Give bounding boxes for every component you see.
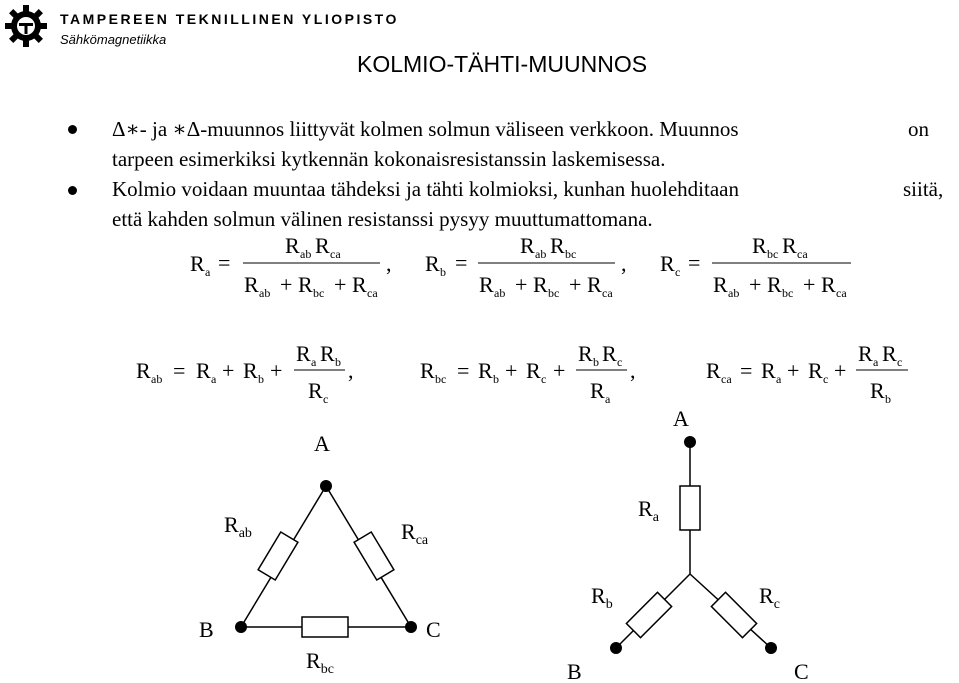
svg-text:c: c [823,372,829,386]
svg-text:=: = [218,250,231,275]
svg-text:,: , [386,251,392,276]
svg-text:R: R [308,378,323,403]
svg-text:R: R [550,233,565,258]
formula-rb [425,233,627,300]
svg-text:b: b [593,355,599,369]
bullet-1-line-1: Δ∗- ja ∗Δ-muunnos liittyvät kolmen solmun väliseen verkkoon. Muunnos [112,117,739,141]
svg-text:ca: ca [602,286,613,300]
svg-text:a: a [311,355,317,369]
resistor-rca [354,532,394,580]
svg-text:ab: ab [535,247,547,261]
svg-text:+: + [515,272,528,297]
resistor-rbc [302,617,348,637]
svg-text:R: R [882,341,897,366]
svg-text:c: c [897,355,903,369]
svg-text:R: R [352,272,367,297]
svg-text:+: + [505,358,518,383]
svg-text:R: R [136,358,151,383]
svg-text:R: R [660,251,675,276]
formula-rab [136,341,354,406]
svg-text:R: R [190,251,205,276]
svg-text:bc: bc [548,286,560,300]
svg-text:R: R [298,272,313,297]
svg-text:+: + [834,358,847,383]
triangle-node-c: C [426,617,441,642]
svg-text:R: R [870,378,885,403]
svg-text:R: R [479,272,494,297]
star-node-b-dot [610,642,622,654]
svg-text:R: R [533,272,548,297]
svg-text:+: + [569,272,582,297]
svg-text:R: R [858,341,873,366]
svg-text:a: a [776,372,782,386]
svg-text:R: R [602,341,617,366]
resistor-rc [711,592,756,637]
svg-text:a: a [205,265,211,279]
svg-text:R: R [196,358,211,383]
department-name: Sähkömagnetiikka [60,32,167,47]
svg-text:b: b [335,355,341,369]
svg-text:ab: ab [259,286,271,300]
svg-text:,: , [621,251,627,276]
svg-text:ca: ca [367,286,378,300]
svg-text:R: R [478,358,493,383]
star-node-b: B [567,659,582,683]
svg-text:b: b [258,372,264,386]
svg-text:R: R [244,272,259,297]
svg-text:c: c [541,372,547,386]
bullet-2-line-2: että kahden solmun välinen resistanssi pysyy muuttumattomana. [112,207,653,231]
svg-text:c: c [323,392,329,406]
svg-text:R: R [520,233,535,258]
svg-text:=: = [688,250,701,275]
svg-text:R: R [243,358,258,383]
svg-text:+: + [334,272,347,297]
label-rc: $R_c$ [759,583,780,612]
svg-text:R: R [425,251,440,276]
svg-text:R: R [296,341,311,366]
svg-text:=: = [173,358,186,383]
formula-rc [660,233,851,300]
svg-text:+: + [270,358,283,383]
svg-text:R: R [782,233,797,258]
svg-text:ca: ca [797,247,808,261]
svg-text:R: R [821,272,836,297]
svg-text:R: R [315,233,330,258]
star-diagram [616,442,771,648]
svg-text:R: R [752,233,767,258]
svg-text:,: , [348,358,354,383]
svg-text:R: R [761,358,776,383]
bullet-1-line-1-end: on [908,117,929,141]
svg-text:ab: ab [728,286,740,300]
bullet-1-line-2: tarpeen esimerkiksi kytkennän kokonaisresistanssin laskemisessa. [112,147,666,171]
svg-text:R: R [285,233,300,258]
svg-text:ab: ab [494,286,506,300]
resistor-rb [626,592,671,637]
svg-text:a: a [605,392,611,406]
svg-text:ca: ca [836,286,847,300]
triangle-diagram [241,486,411,637]
svg-text:a: a [873,355,879,369]
formula-rca [706,341,908,406]
triangle-node-b: B [199,617,214,642]
node-a-dot [320,480,332,492]
svg-text:R: R [706,358,721,383]
svg-text:R: R [420,358,435,383]
svg-text:+: + [803,272,816,297]
node-b-dot [235,621,247,633]
svg-text:+: + [749,272,762,297]
svg-text:a: a [211,372,217,386]
svg-text:+: + [553,358,566,383]
page-title: KOLMIO-TÄHTI-MUUNNOS [357,51,648,77]
svg-text:bc: bc [767,247,779,261]
label-rb: $R_b$ [591,583,613,612]
star-node-c-dot [765,642,777,654]
bullet-2-line-1: Kolmio voidaan muuntaa tähdeksi ja tähti kolmioksi, kunhan huolehditaan [112,177,739,201]
svg-text:R: R [808,358,823,383]
svg-text:bc: bc [313,286,325,300]
svg-text:bc: bc [565,247,577,261]
svg-text:R: R [713,272,728,297]
svg-text:R: R [578,341,593,366]
formula-rbc [420,341,636,406]
svg-text:b: b [885,392,891,406]
svg-text:ab: ab [300,247,312,261]
bullet-2-line-1-end: siitä, [903,177,944,201]
star-node-a: A [673,406,689,431]
university-name: TAMPEREEN TEKNILLINEN YLIOPISTO [60,11,399,27]
star-node-c: C [794,659,809,683]
svg-text:bc: bc [435,372,447,386]
node-c-dot [405,621,417,633]
label-rab: $R_{ab}$ [224,512,252,541]
svg-text:R: R [767,272,782,297]
svg-text:c: c [675,265,681,279]
svg-text:R: R [526,358,541,383]
svg-text:ca: ca [721,372,732,386]
svg-text:bc: bc [782,286,794,300]
svg-text:=: = [455,250,468,275]
svg-text:c: c [617,355,623,369]
label-rbc: $R_{bc}$ [306,648,334,677]
svg-text:b: b [493,372,499,386]
resistor-rab [258,532,298,580]
svg-text:R: R [590,378,605,403]
svg-text:+: + [787,358,800,383]
svg-text:+: + [280,272,293,297]
label-ra: $R_a$ [638,496,659,525]
svg-text:=: = [740,358,753,383]
star-node-a-dot [684,436,696,448]
svg-text:ca: ca [330,247,341,261]
triangle-node-a: A [314,431,330,456]
svg-text:R: R [587,272,602,297]
svg-text:,: , [630,358,636,383]
svg-text:+: + [222,358,235,383]
svg-text:R: R [320,341,335,366]
resistor-ra [680,486,700,530]
svg-text:b: b [440,265,446,279]
formula-ra [190,233,392,300]
svg-text:=: = [457,358,470,383]
label-rca: $R_{ca}$ [401,519,429,548]
svg-text:ab: ab [151,372,163,386]
